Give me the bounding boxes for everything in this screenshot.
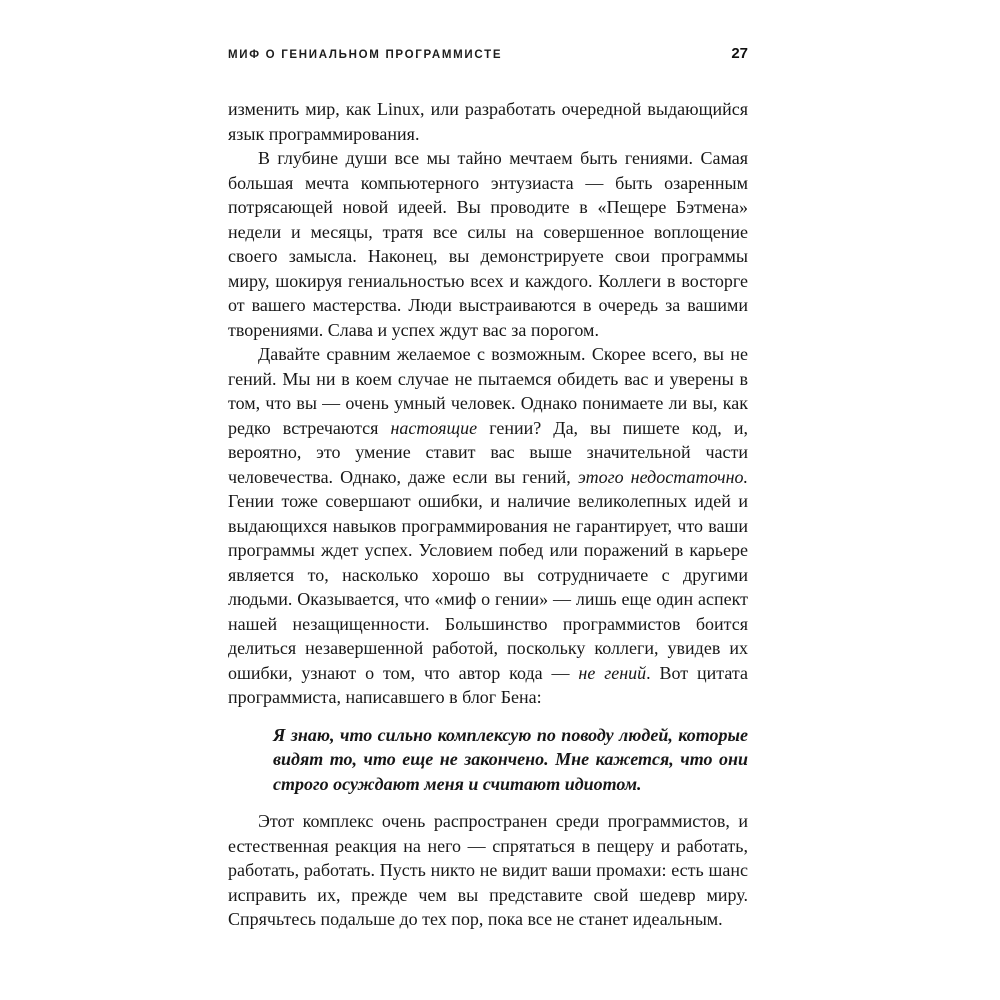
italic-text: не гений [578,662,647,683]
text-run: гении? Да, вы пишете код, и, вероятно, это умение ставит вас выше значительной части человечества. Однако, даже если вы гений, [228,417,748,487]
running-head-title: МИФ О ГЕНИАЛЬНОМ ПРОГРАММИСТЕ [228,49,503,61]
text-run: Гении тоже совершают ошибки, и наличие великолепных идей и выдающихся навыков программирования не гарантирует, что ваши программы ждет успех. Условием побед или поражений в карьере является то, насколько хорошо вы сотрудничаете с другими людьми. Оказывается, что «миф о гении» — лишь еще один аспект нашей незащищенности. Большинство программистов боится делиться незавершенной работой, поскольку коллеги, увидев их ошибки, узнают о том, что автор кода — [228,491,748,683]
paragraph [228,809,748,932]
text-run: изменить мир, как Linux, или разработать очередной выдающийся язык программирования. [228,99,748,144]
paragraph [228,97,748,146]
text-run: Давайте сравним желаемое с возможным. Скорее всего, вы не гений. Мы ни в коем случае не пытаемся обидеть вас и уверены в том, что вы — очень умный человек. Однако понимаете ли вы, как редко встречаются [228,344,748,438]
italic-text: этого недостаточно. [577,466,749,487]
text-run: . Вот цитата программиста, написавшего в блог Бена: [228,662,748,707]
text-run: Этот комплекс очень распространен среди программистов, и естественная реакция на него — спрятаться в пещеру и работать, работать, работать. Пусть никто не видит ваши промахи: есть шанс исправить их, прежде чем вы представите свой шедевр миру. Спрячьтесь подальше до тех пор, пока все не станет идеальным. [228,811,748,929]
text-run: В глубине души все мы тайно мечтаем быть гениями. Самая большая мечта компьютерного энтузиаста — быть озаренным потрясающей новой идеей. Вы проводите в «Пещере Бэтмена» недели и месяцы, тратя все силы на совершенное воплощение своего замысла. Наконец, вы демонстрируете свои программы миру, шокируя гениальностью всех и каждого. Коллеги в восторге от вашего мастерства. Люди выстраиваются в очередь за вашими творениями. Слава и успех ждут вас за порогом. [228,148,748,340]
page-header [228,45,748,62]
paragraph [228,342,748,710]
text-column [228,45,748,932]
paragraph [228,146,748,342]
text-run: Я знаю, что сильно комплексую по поводу людей, которые видят то, что еще не закончено. Мне кажется, что они строго осуждают меня и считают идиотом. [273,724,748,794]
page-body [228,97,748,932]
block-quote [273,723,748,797]
italic-text: настоящие [390,417,478,438]
page-number: 27 [731,45,748,62]
